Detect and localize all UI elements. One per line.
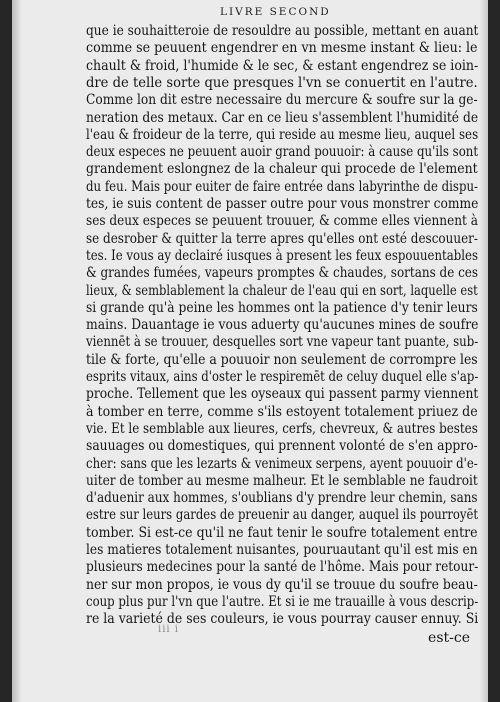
text-line: neration des metaux. Car en ce lieu s'assemblent l'humidité de	[86, 109, 479, 126]
text-line: chault & froid, l'humide & le sec, & estant engendrez se ioin-	[86, 57, 479, 74]
text-line: plusieurs medecines pour la santé de l'hôme. Mais pour retour-	[86, 559, 479, 576]
text-line: estre sur leurs gardes de preuenir au danger, auquel ils pourroyēt	[86, 507, 479, 524]
text-line: dre de telle sorte que presques l'vn se conuertit en l'autre.	[86, 74, 478, 91]
text-line: tile & forte, qu'elle a pouuoir non seulement de corrompre les	[86, 351, 478, 368]
signature-mark: iii i	[158, 624, 179, 635]
text-line: uiter de tomber au mesme malheur. Et le semblable ne faudroit	[86, 472, 478, 489]
text-line: sauuages ou domestiques, qui prennent volonté de s'en appro-	[86, 438, 478, 455]
text-line: cher: sans que les lezarts & venimeux serpens, ayent pouuoir d'e-	[86, 455, 478, 472]
running-head: LIVRE SECOND	[220, 6, 331, 18]
text-line: à tomber en terre, comme s'ils estoyent totalement priuez de	[86, 403, 478, 420]
text-line: proche. Tellement que les oyseaux qui passent parmy viennent	[86, 386, 479, 403]
text-line: ses deux especes se peuuent trouuer, & comme elles viennent à	[86, 213, 478, 230]
text-line: se desrober & quitter la terre apres qu'elles ont esté descouuer-	[86, 230, 478, 247]
text-line: Comme lon dit estre necessaire du mercure & soufre sur la ge-	[86, 92, 478, 109]
text-line: tomber. Si est-ce qu'il ne faut tenir le soufre totalement entre	[86, 524, 478, 541]
text-line: que ie souhaitteroie de resouldre au possible, mettant en auant	[86, 23, 479, 39]
book-page	[12, 0, 488, 702]
text-line: lieux, & semblablement la chaleur de l'eau qui en sort, laquelle est	[86, 282, 478, 299]
text-line: & grandes fumées, vapeurs promptes & chaudes, sortans de ces	[86, 265, 479, 282]
text-line: mains. Dauantage ie vous aduerty qu'aucunes mines de soufre	[86, 317, 479, 334]
text-line: re la varieté de ses couleurs, ie vous pourray causer ennuy. Si	[86, 611, 479, 628]
text-line: tes. Ie vous ay declairé iusques à present les feux espouuentables	[86, 247, 478, 264]
text-line: vie. Et le semblable aux lieures, cerfs, chevreux, & autres bestes	[86, 420, 478, 437]
text-line: ner sur mon propos, ie vous dy qu'il se trouue du soufre beau-	[86, 576, 478, 593]
text-line: comme se peuuent engendrer en vn mesme instant & lieu: le	[86, 40, 478, 57]
text-line: l'eau & froideur de la terre, qui reside au mesme lieu, auquel ses	[86, 126, 479, 143]
catchword: est-ce	[428, 630, 470, 646]
text-line: viennēt à se trouuer, desquelles sort vne vapeur tant puante, sub-	[86, 334, 479, 351]
text-line: du feu. Mais pour euiter de faire entrée dans labyrinthe de dispu-	[86, 178, 479, 195]
text-line: si grande qu'à peine les hommes ont la patience d'y tenir leurs	[86, 299, 478, 316]
text-line: deux especes ne peuuent auoir grand pouuoir: à cause qu'ils sont	[86, 144, 479, 161]
text-line: d'aduenir aux hommes, s'oublians d'y prendre leur chemin, sans	[86, 490, 478, 507]
text-line: tes, ie suis content de passer outre pour vous monstrer comme	[86, 196, 479, 212]
text-line: esprits vitaux, ains d'oster le respiremēt de celuy duquel elle s'ap-	[86, 369, 479, 385]
text-line: les matieres totalement nuisantes, pouruautant qu'il est mis en	[86, 542, 478, 558]
text-line: grandement eslongnez de la chaleur qui procede de l'element	[86, 161, 478, 178]
text-line: coup plus pur l'vn que l'autre. Et si ie me trauaille à vous descrip-	[86, 593, 479, 610]
